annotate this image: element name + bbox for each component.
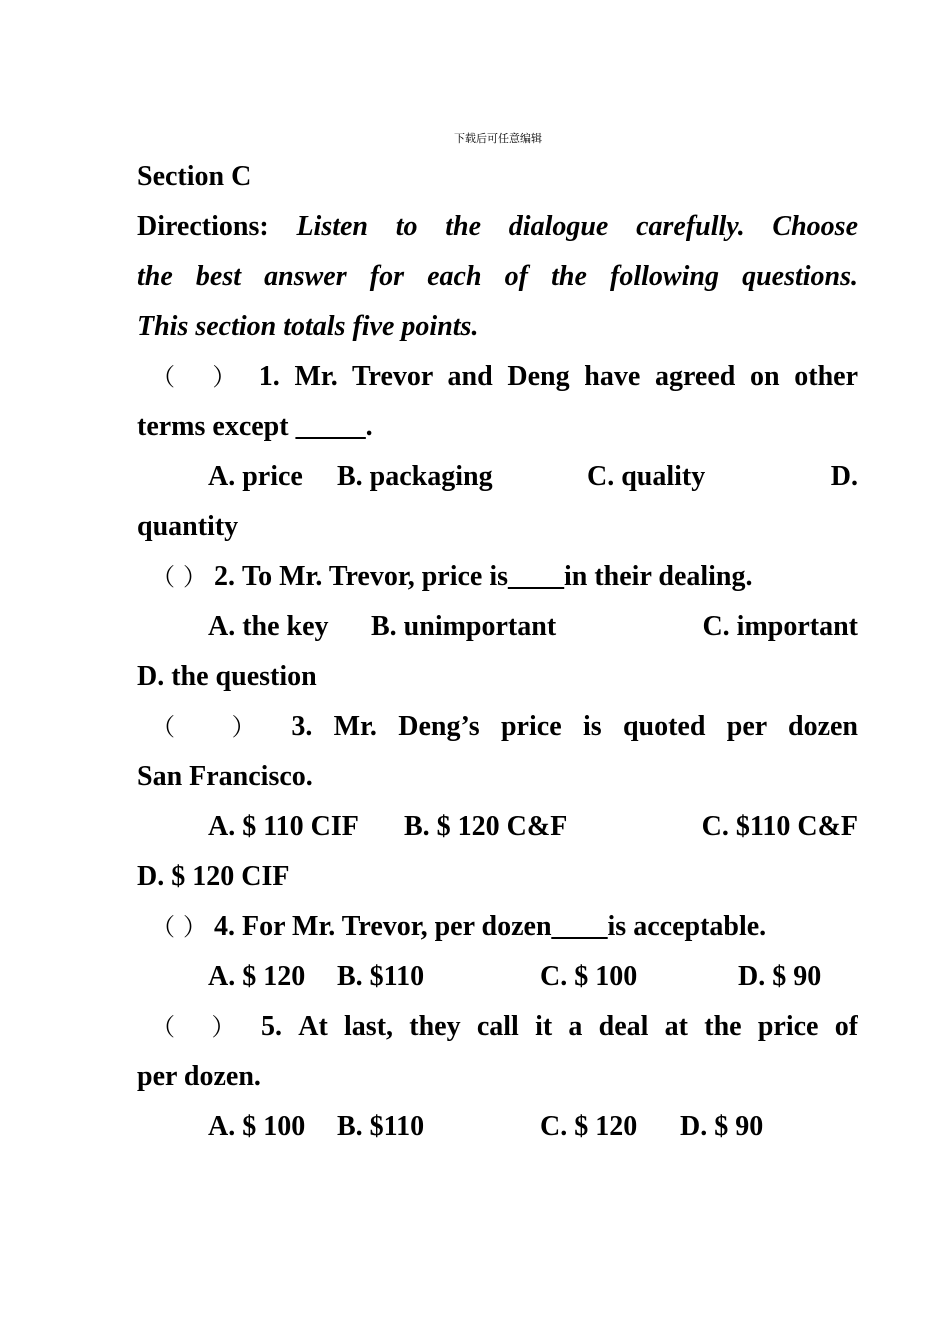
question-3-line-1 (151, 702, 858, 752)
question-1-text: 1. Mr. Trevor and Deng have agreed on other (258, 361, 858, 392)
question-4-text: 4. For Mr. Trevor, per dozen____is acceptable. (214, 911, 767, 942)
option-a: A. $ 110 CIF (208, 811, 359, 842)
answer-blank-open: （ (151, 913, 175, 941)
question-3-text: 3. Mr. Deng’s price is quoted per dozen (291, 711, 858, 742)
option-b: B. $ 120 C&F (404, 811, 568, 842)
directions-line-1 (137, 202, 858, 252)
option-c: C. $ 100 (540, 961, 638, 992)
answer-blank-close: ） (183, 563, 207, 591)
option-c: C. important (702, 611, 858, 642)
question-4-line-1 (151, 902, 858, 952)
question-1-line-1 (151, 352, 858, 402)
option-c: C. quality (587, 461, 706, 492)
answer-blank-close: ） (202, 1013, 245, 1041)
answer-blank-close: ） (204, 363, 245, 391)
directions-text-1: Listen to the dialogue carefully. Choose (296, 211, 858, 242)
question-2-text: 2. To Mr. Trevor, price is____in their dealing. (214, 561, 753, 592)
answer-blank-open: （ (151, 363, 183, 391)
answer-blank-open: （ (151, 1013, 185, 1041)
answer-blank-open: （ (151, 713, 190, 741)
section-title: Section C (137, 161, 252, 192)
option-b: B. packaging (337, 461, 493, 492)
answer-blank-close: ） (217, 713, 270, 741)
header-note: 下载后可任意编辑 (454, 132, 542, 145)
answer-blank-open: （ (151, 563, 175, 591)
option-d: D. $ 90 (680, 1111, 764, 1142)
option-a: A. the key (208, 611, 329, 642)
question-5-line-1 (151, 1002, 858, 1052)
question-5-options (137, 1102, 858, 1152)
option-b: B. $110 (337, 1111, 425, 1142)
question-1-line-2: terms except _____. (137, 411, 373, 442)
question-2-options (137, 602, 858, 652)
question-1-options (137, 452, 858, 502)
directions-line-2: the best answer for each of the following questions. (137, 261, 858, 292)
question-1-option-d-continued: quantity (137, 511, 239, 542)
option-c: C. $ 120 (540, 1111, 638, 1142)
option-d: D. (830, 461, 858, 492)
answer-blank-close: ） (183, 913, 207, 941)
question-2-option-d: D. the question (137, 661, 317, 692)
question-5-text: 5. At last, they call it a deal at the price of (261, 1011, 858, 1042)
option-b: B. unimportant (371, 611, 557, 642)
question-3-options (137, 802, 858, 852)
option-a: A. price (208, 461, 303, 492)
question-3-line-2: San Francisco. (137, 761, 313, 792)
question-5-line-2: per dozen. (137, 1061, 261, 1092)
question-2-line-1 (151, 552, 858, 602)
directions-line-3: This section totals five points. (137, 311, 479, 342)
question-3-option-d: D. $ 120 CIF (137, 861, 290, 892)
question-4-options (137, 952, 858, 1002)
option-a: A. $ 100 (208, 1111, 306, 1142)
option-a: A. $ 120 (208, 961, 306, 992)
option-d: D. $ 90 (738, 961, 822, 992)
directions-label: Directions: (137, 211, 269, 242)
option-c: C. $110 C&F (701, 811, 858, 842)
option-b: B. $110 (337, 961, 425, 992)
document-body (137, 152, 858, 1152)
